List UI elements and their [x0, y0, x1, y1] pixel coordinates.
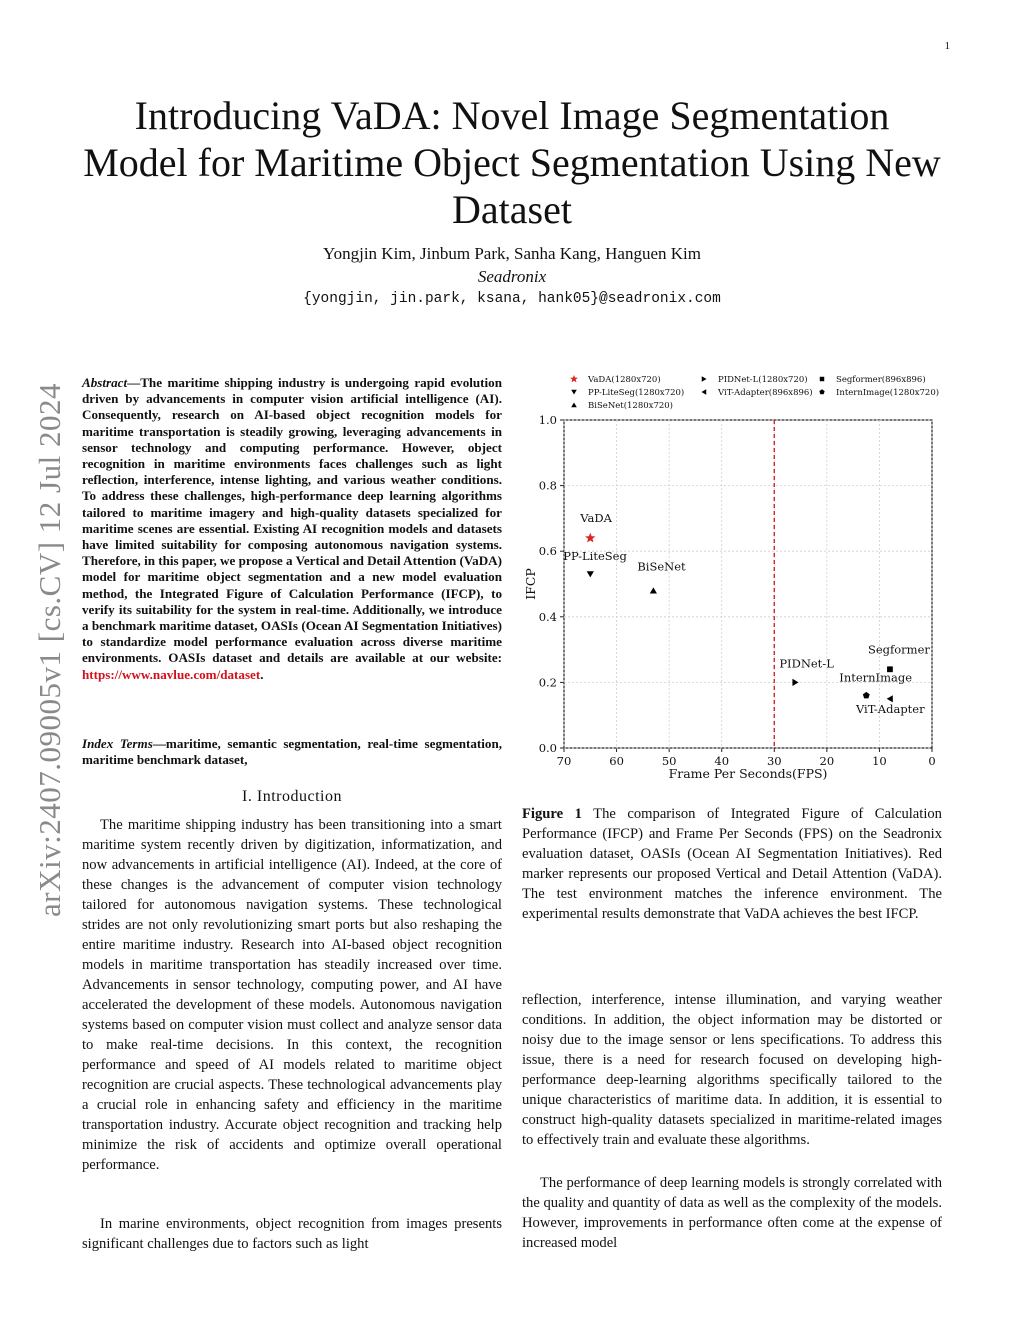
legend-entry-vada: VaDA(1280x720): [588, 375, 661, 385]
y-tick-label: 0.4: [538, 609, 557, 624]
x-tick-label: 10: [872, 754, 887, 768]
data-label-internimage: InternImage: [839, 670, 913, 685]
y-axis-label: IFCP: [523, 568, 538, 600]
figure-caption-text: The comparison of Integrated Figure of Calculation Performance (IFCP) and Frame Per Seconds (FPS) on the Seadronix evaluation dataset, OASIs (Ocean AI Segmentation Initiatives). Red marker represents our proposed Vertical and Detail Attention (VaDA). The test environment matches the inference environment. The experimental results demonstrate that VaDA achieves the best IFCP.: [522, 806, 942, 922]
data-label-pidnet-l: PIDNet-L: [779, 656, 834, 671]
legend-marker-pidnet-l: [702, 376, 707, 382]
data-point-bisenet: [650, 587, 657, 593]
figure-1-chart: [522, 368, 942, 788]
data-label-vit-adapter: ViT-Adapter: [855, 701, 925, 716]
index-terms: [82, 736, 502, 768]
legend-entry-internimage: InternImage(1280x720): [836, 388, 940, 398]
data-label-vada: VaDA: [580, 511, 612, 526]
section-heading-introduction: I. Introduction: [242, 788, 342, 805]
index-terms-lead: Index Terms: [82, 736, 153, 751]
data-label-segformer: Segformer: [867, 642, 930, 657]
chart-legend: [570, 374, 939, 411]
arxiv-side-banner: arXiv:2407.09005v1 [cs.CV] 12 Jul 2024: [32, 383, 67, 917]
figure-1-caption: [522, 804, 942, 924]
x-tick-label: 30: [766, 754, 782, 768]
plot-area: [523, 413, 936, 781]
right-paragraph-1-text: reflection, interference, intense illumination, and varying weather conditions. In addition, the object information may be distorted or noisy due to the image sensor or lens specifications. To address this issue, there is a need for research focused on developing high-performance deep-learning algorithms specifically tailored to the unique characteristics of maritime data. In addition, it is essential to construct high-quality datasets specialized in maritime-related images to effectively train and evaluate these algorithms.: [522, 992, 942, 1148]
y-tick-label: 1.0: [538, 413, 557, 427]
x-tick-label: 40: [714, 754, 730, 768]
page-number: 1: [944, 40, 950, 52]
paper-title: Introducing VaDA: Novel Image Segmentation Model for Maritime Object Segmentation Using New Dataset: [83, 93, 941, 232]
legend-entry-pp-liteseg: PP-LiteSeg(1280x720): [588, 388, 685, 398]
intro-paragraph-2: [82, 1214, 502, 1254]
data-point-vada: [585, 533, 595, 543]
abstract-text: —The maritime shipping industry is undergoing rapid evolution driven by advancements in computer vision artificial intelligence (AI). Consequently, research on AI-based object recognition models for maritime transportation is steadily growing, leveraging advancements in sensor technology and computing performance. However, object recognition in maritime environments faces challenges such as light reflection, interference, intense lighting, and various weather conditions. To address these challenges, high-performance deep learning algorithms tailored to maritime imagery and high-quality datasets specialized for maritime scenes are essential. Existing AI recognition models and datasets have limited suitability for composing autonomous navigation systems. Therefore, in this paper, we propose a Vertical and Detail Attention (VaDA) model for maritime object segmentation and a new model evaluation method, the Integrated Figure of Calculation Performance (IFCP), to verify its suitability for the system in real-time. Additionally, we introduce a benchmark maritime dataset, OASIs (Ocean AI Segmentation Initiatives) to standardize model performance evaluation across diverse maritime environments. OASIs dataset and details are available at our website:: [82, 375, 502, 666]
x-axis-label: Frame Per Seconds(FPS): [668, 766, 828, 781]
y-tick-label: 0.2: [538, 675, 557, 690]
x-tick-label: 0: [928, 754, 936, 768]
legend-marker-pp-liteseg: [571, 390, 577, 395]
legend-entry-segformer: Segformer(896x896): [836, 375, 926, 385]
x-tick-label: 60: [609, 754, 624, 768]
intro-paragraph-1: [82, 815, 502, 1175]
y-tick-label: 0.0: [538, 741, 557, 755]
legend-marker-internimage: [819, 389, 824, 394]
figure-label: Figure 1: [522, 806, 582, 822]
right-paragraph-2-text: The performance of deep learning models is strongly correlated with the quality and quantity of data as well as the complexity of the models. However, improvements in performance often come at the expense of increased model: [522, 1175, 942, 1251]
right-paragraph-2: [522, 1173, 942, 1253]
data-label-pp-liteseg: PP-LiteSeg: [563, 549, 627, 564]
abstract: [82, 375, 502, 683]
author-emails: {yongjin, jin.park, ksana, hank05}@seadronix.com: [303, 291, 721, 307]
y-tick-label: 0.8: [538, 478, 557, 493]
legend-marker-bisenet: [571, 402, 577, 407]
data-point-pidnet-l: [792, 679, 798, 686]
index-terms-text: —maritime, semantic segmentation, real-time segmentation, maritime benchmark dataset,: [82, 736, 502, 768]
x-tick-label: 20: [819, 754, 835, 768]
abstract-end: .: [260, 666, 264, 682]
data-label-bisenet: BiSeNet: [637, 559, 686, 574]
intro-paragraph-1-text: The maritime shipping industry has been transitioning into a smart maritime system recently driven by digitization, informatization, and now advancements in artificial intelligence (AI). Indeed, at the core of these changes is the advancement of computer vision technology tailored for autonomous navigation systems. These technological strides are not only revolutionizing smart ports but also reshaping the entire maritime industry. Research into AI-based object recognition models in maritime transportation has steadily increased over time. Advancements in sensor technology, computing power, and AI have accelerated the development of these models. Autonomous navigation systems based on computer vision must collect and analyze sensor data to make real-time decisions. In this context, the recognition performance and speed of AI models related to maritime object recognition are crucial aspects. These technological advancements play a crucial role in enhancing safety and efficiency in the maritime transportation industry. Accurate object recognition and tracking help minimize the risk of accidents and optimize overall operational performance.: [82, 817, 502, 1173]
legend-marker-vit-adapter: [701, 389, 706, 395]
plot-frame: [564, 420, 932, 748]
right-paragraph-1: [522, 990, 942, 1150]
legend-entry-vit-adapter: ViT-Adapter(896x896): [718, 388, 813, 398]
abstract-lead: Abstract: [82, 375, 128, 390]
legend-entry-pidnet-l: PIDNet-L(1280x720): [718, 375, 808, 385]
y-tick-label: 0.6: [538, 544, 557, 559]
affiliation: Seadronix: [477, 267, 547, 286]
intro-paragraph-2-text: In marine environments, object recognition from images presents significant challenges due to factors such as light: [82, 1216, 502, 1252]
legend-entry-bisenet: BiSeNet(1280x720): [588, 401, 673, 411]
legend-marker-vada: [570, 375, 578, 383]
author-list: Yongjin Kim, Jinbum Park, Sanha Kang, Hanguen Kim: [323, 244, 701, 263]
data-point-pp-liteseg: [587, 571, 594, 577]
data-point-internimage: [863, 692, 870, 699]
x-tick-label: 50: [661, 754, 677, 768]
legend-marker-segformer: [820, 377, 824, 381]
x-tick-label: 70: [556, 754, 572, 768]
dataset-link[interactable]: https://www.navlue.com/dataset: [82, 666, 261, 682]
